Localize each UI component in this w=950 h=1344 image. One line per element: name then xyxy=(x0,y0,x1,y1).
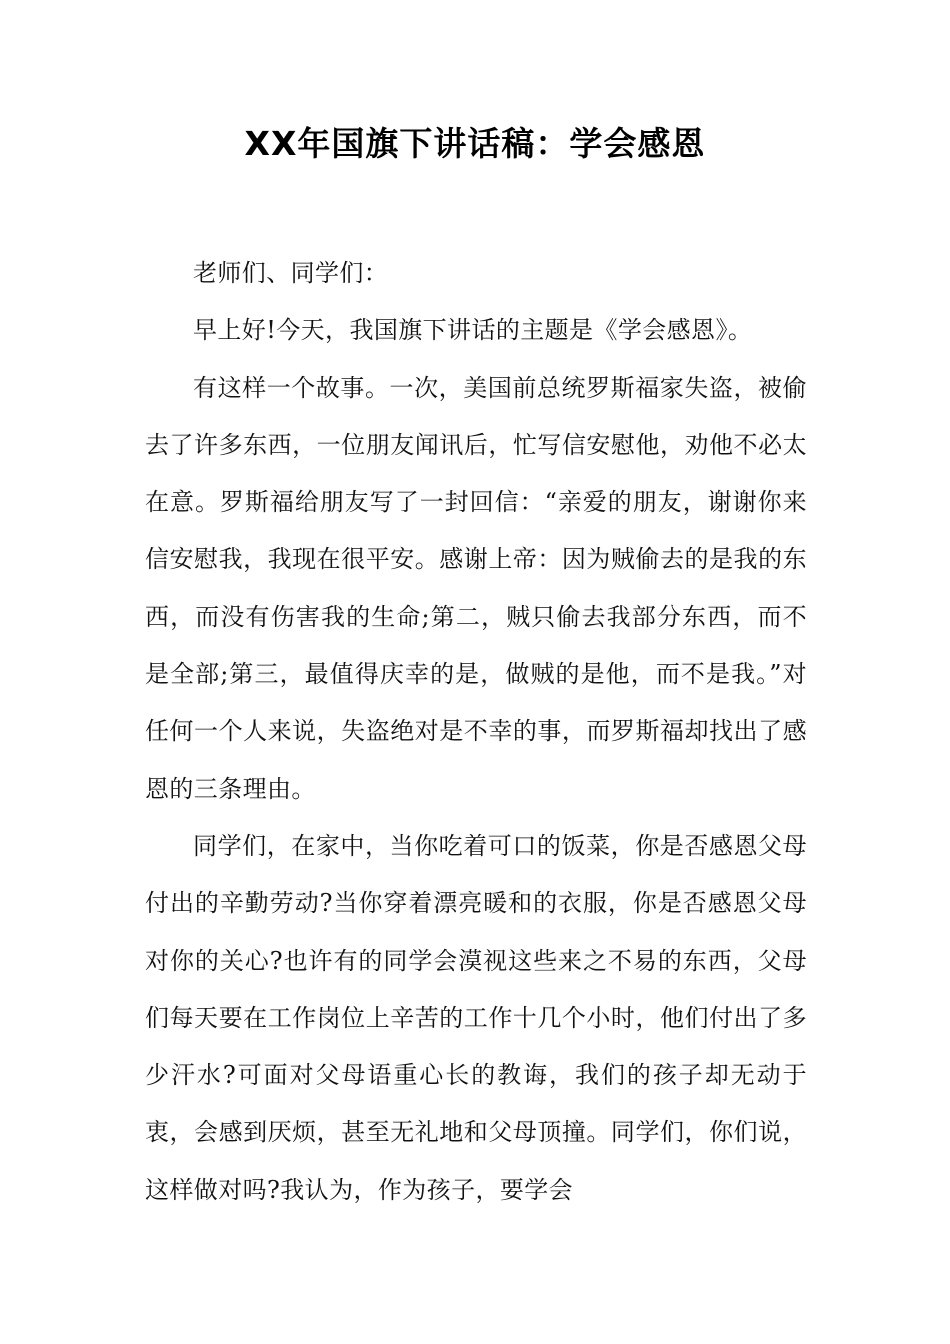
paragraph-opening: 早上好!今天，我国旗下讲话的主题是《学会感恩》。 xyxy=(193,316,753,345)
document-title: XX年国旗下讲话稿：学会感恩 xyxy=(244,124,706,163)
paragraph-story: 有这样一个故事。一次，美国前总统罗斯福家失盗，被偷去了许多东西，一位朋友闻讯后，忙写信安慰他，劝他不必太在意。罗斯福给朋友写了一封回信：“亲爱的朋友，谢谢你来信安慰我，我现在很平安。感谢上帝：因为贼偷去的是我的东西，而没有伤害我的生命;第二，贼只偷去我部分东西，而不是全部;第三，最值得庆幸的是，做贼的是他，而不是我。”对任何一个人来说，失盗绝对是不幸的事，而罗斯福却找出了感恩的三条理由。 xyxy=(145,373,807,803)
document-body xyxy=(145,245,807,1219)
paragraph-parents: 同学们，在家中，当你吃着可口的饭菜，你是否感恩父母付出的辛勤劳动?当你穿着漂亮暖和的衣服，你是否感恩父母对你的关心?也许有的同学会漠视这些来之不易的东西，父母们每天要在工作岗位上辛苦的工作十几个小时，他们付出了多少汗水?可面对父母语重心长的教诲，我们的孩子却无动于衷，会感到厌烦，甚至无礼地和父母顶撞。同学们，你们说，这样做对吗?我认为，作为孩子，要学会 xyxy=(145,831,807,1204)
paragraph-greeting: 老师们、同学们： xyxy=(193,259,389,287)
